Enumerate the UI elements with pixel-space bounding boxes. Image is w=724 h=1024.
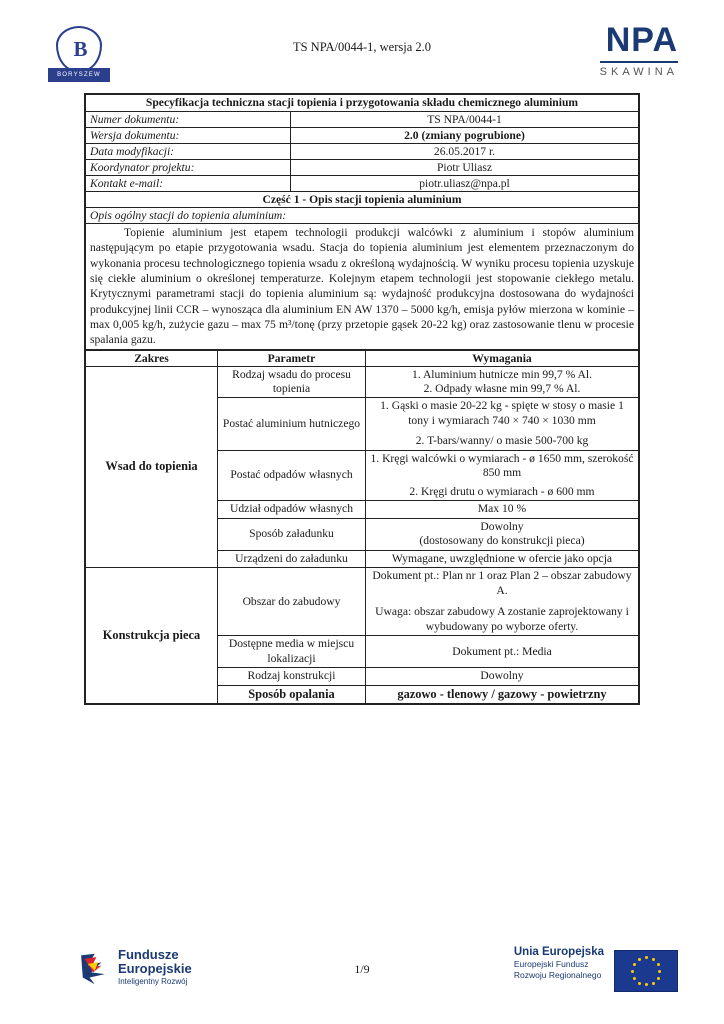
param-sposob-opalania: Sposób opalania: [218, 685, 366, 704]
param-rodzaj-wsadu: Rodzaj wsadu do procesu topienia: [218, 366, 366, 398]
meta-label-email: Kontakt e-mail:: [86, 176, 291, 192]
table-header-row: [86, 350, 639, 366]
page-header: [0, 22, 724, 88]
eu-stars: [631, 956, 661, 986]
param-rodzaj-konstrukcji: Rodzaj konstrukcji: [218, 668, 366, 685]
param-obszar-zabudowy: Obszar do zabudowy: [218, 568, 366, 636]
req-line: 2. Kręgi drutu o wymiarach - ø 600 mm: [409, 484, 595, 498]
req-line: 2. Odpady własne min 99,7 % Al.: [423, 382, 581, 395]
group-label-wsad: Wsad do topienia: [86, 366, 218, 568]
table-row: [86, 144, 639, 160]
param-dostepne-media: Dostępne media w miejscu lokalizacji: [218, 636, 366, 668]
table-row: [86, 95, 639, 112]
fe-line-1: Fundusze: [118, 947, 179, 962]
document-header-table: [85, 94, 639, 350]
param-udzial-odpadow: Udział odpadów własnych: [218, 501, 366, 518]
req-line: 2. T-bars/wanny/ o masie 500-700 kg: [415, 434, 589, 448]
boryszew-logo: [48, 26, 110, 88]
table-row: [86, 176, 639, 192]
boryszew-name: BORYSZEW: [57, 72, 101, 78]
req-line: gazowo - tlenowy / gazowy - powietrzny: [397, 686, 607, 701]
req-line: 1. Aluminium hutnicze min 99,7 % Al.: [411, 367, 592, 381]
document-title: Specyfikacja techniczna stacji topienia i przygotowania składu chemicznego aluminium: [86, 95, 639, 112]
req-obszar-zabudowy: [366, 568, 639, 636]
fe-line-2: Europejskie: [118, 960, 192, 976]
meta-label-koordynator: Koordynator projektu:: [86, 160, 291, 176]
req-line: Dowolny: [480, 519, 524, 533]
ue-line-1: Unia Europejska: [513, 946, 604, 958]
meta-value-wersja: 2.0 (zmiany pogrubione): [291, 128, 639, 144]
ue-line-3: Rozwoju Regionalnego: [513, 970, 602, 980]
page-footer: [0, 944, 724, 996]
table-row: [86, 568, 639, 636]
table-row: [86, 128, 639, 144]
specification-document: [84, 93, 640, 705]
req-rodzaj-konstrukcji: [366, 668, 639, 685]
specification-table: [85, 350, 639, 705]
meta-label-wersja: Wersja dokumentu:: [86, 128, 291, 144]
req-rodzaj-wsadu: [366, 366, 639, 398]
meta-label-numer: Numer dokumentu:: [86, 112, 291, 128]
meta-value-koordynator: Piotr Uliasz: [291, 160, 639, 176]
npa-logo-subtitle: SKAWINA: [599, 66, 678, 78]
req-postac-aluminium: [366, 398, 639, 450]
req-line: 1. Gąski o masie 20-22 kg - spięte w stosy o masie 1 tony i wymiarach 740 × 740 × 1030 mm: [380, 399, 624, 427]
req-udzial-odpadow: [366, 501, 639, 518]
param-postac-odpadow: Postać odpadów własnych: [218, 450, 366, 500]
boryszew-letter: B: [73, 37, 89, 61]
meta-label-data: Data modyfikacji:: [86, 144, 291, 160]
table-row: [86, 224, 639, 349]
header-document-code: TS NPA/0044-1, wersja 2.0: [292, 40, 432, 54]
req-postac-odpadow: [366, 450, 639, 500]
section-heading: Część 1 - Opis stacji topienia aluminium: [86, 192, 639, 208]
paragraph-text: Topienie aluminium jest etapem technologii produkcji walcówki z aluminium i stopów aluminium następującym po etapie przygotowania wsadu. Stacja do topienia aluminium jest elementem przeznaczonym do wykonania procesu technologicznego topienia wsadu z określoną wydajnością. W wyniku procesu topienia uzyskuje się ciekłe aluminium o określonej temperaturze. Kolejnym etapem technologii jest stopowanie ciekłego metalu. Krytycznymi parametrami stacji do topienia aluminium są: wydajność produkcyjna dostosowana do wydajności produkcyjnej linii CCR – wynosząca dla aluminium EN AW 1370 – 5000 kg/h, emisja pyłów mierzona w kominie – max 0,005 kg/h, zużycie gazu – max 75 m³/tonę (przy przetopie gąsek 20-22 kg) oraz zastosowanie tlenu w procesie spalania gazu.: [90, 226, 634, 347]
section-paragraph: [86, 224, 639, 349]
req-dostepne-media: [366, 636, 639, 668]
unia-europejska-text: [514, 946, 604, 981]
column-header-zakres: Zakres: [86, 350, 218, 366]
table-row: [86, 192, 639, 208]
column-header-wymagania: Wymagania: [366, 350, 639, 366]
req-line: (dostosowany do konstrukcji pieca): [419, 534, 585, 548]
req-urzadzenia-zaladunku: [366, 550, 639, 567]
req-line: Dokument pt.: Media: [452, 644, 552, 658]
table-row: [86, 366, 639, 398]
meta-value-data: 26.05.2017 r.: [291, 144, 639, 160]
npa-logo-divider: [600, 61, 678, 63]
meta-value-numer: TS NPA/0044-1: [291, 112, 639, 128]
ue-line-2: Europejski Fundusz: [513, 959, 589, 969]
req-sposob-zaladunku: [366, 518, 639, 550]
req-line: 1. Kręgi walcówki o wymiarach - ø 1650 mm, szerokość 850 mm: [370, 451, 634, 480]
boryszew-nameplate: [48, 68, 110, 82]
group-label-konstrukcja: Konstrukcja pieca: [86, 568, 218, 704]
param-urzadzenia-zaladunku: Urządzeni do załadunku: [218, 550, 366, 567]
req-line: Wymagane, uwzględnione w ofercie jako opcja: [391, 551, 613, 565]
eu-flag-icon: [614, 950, 678, 992]
section-lead: Opis ogólny stacji do topienia aluminium:: [86, 208, 639, 224]
fe-line-3: Inteligentny Rozwój: [118, 977, 188, 986]
meta-value-email: piotr.uliasz@npa.pl: [291, 176, 639, 192]
req-line: Max 10 %: [477, 502, 527, 516]
table-row: [86, 208, 639, 224]
req-sposob-opalania: [366, 685, 639, 704]
req-line: Uwaga: obszar zabudowy A zostanie zaprojektowany i wybudowany po wyborze oferty.: [375, 605, 629, 633]
param-sposob-zaladunku: Sposób załadunku: [218, 518, 366, 550]
table-row: [86, 160, 639, 176]
table-row: [86, 112, 639, 128]
npa-logo: [600, 22, 678, 78]
unia-europejska-logo: [448, 944, 678, 992]
npa-logo-text: NPA: [605, 21, 678, 59]
page-number: 1/9: [354, 962, 370, 976]
param-postac-aluminium: Postać aluminium hutniczego: [218, 398, 366, 450]
req-line: Dowolny: [480, 669, 524, 683]
req-line: Dokument pt.: Plan nr 1 oraz Plan 2 – obszar zabudowy A.: [372, 569, 632, 597]
column-header-parametr: Parametr: [218, 350, 366, 366]
